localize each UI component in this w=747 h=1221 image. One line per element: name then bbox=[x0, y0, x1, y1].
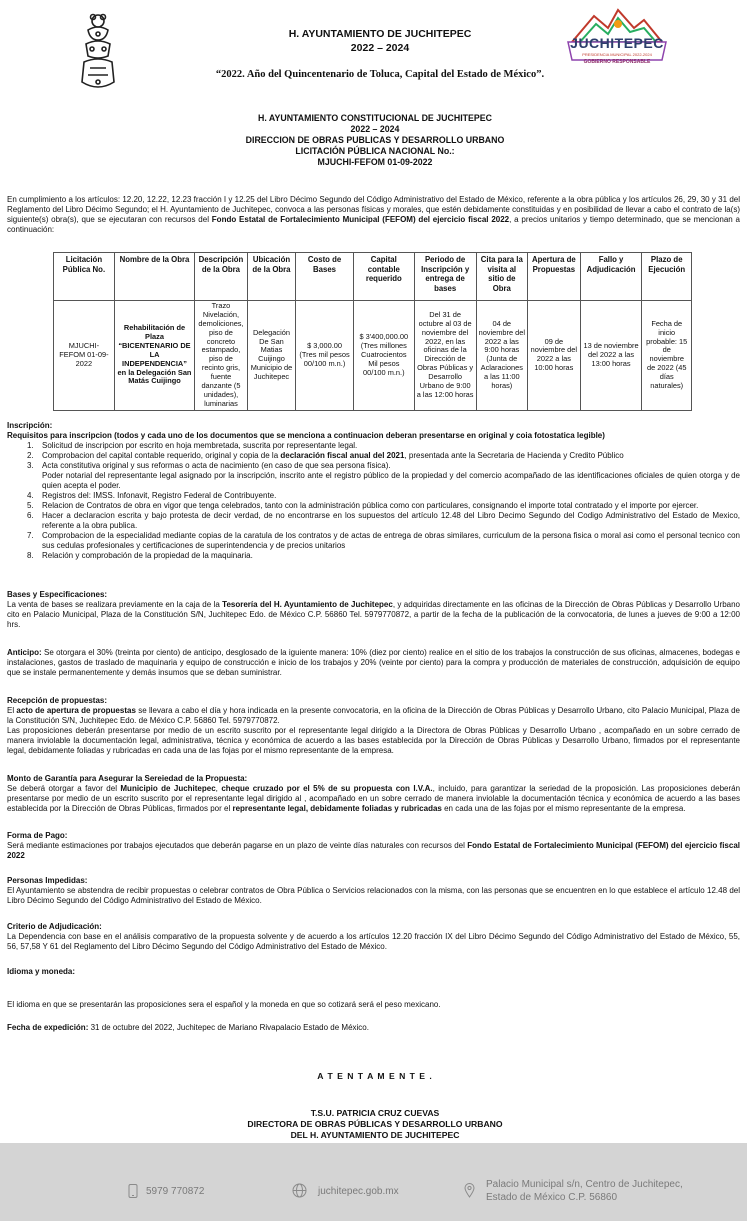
section-criterio bbox=[7, 922, 740, 952]
intro-text-a: En cumplimiento a los artículos: 12.20, 12.22, 12.23 fracción I y 12.25 del Libro Décimo Segundo del Código Administrativo del Estado de México, referente a la obra pública y los artículos 26, 29, 30 y 31 del Reglamento del Libro Décimo Segundo; el H. Ayuntamiento de Juchitepec, convoca a las personas físicas y morales, que estén debidamente constituidas y en posibilidad de llevar a cabo el contrato de la(s) siguiente(s) obra(s), que se ejecutaran con recursos del bbox=[7, 195, 740, 224]
footer-address-line2: Estado de México C.P. 56860 bbox=[486, 1191, 618, 1203]
list-item: 7. Comprobacion de la especialidad mediante copias de la caratula de los contratos y de actas de entrega de obras similares, curriculum de la persona fisica o moral asi como el personal tecnico con sus cedulas profesionales y certificaciones de superintendencia y de precios unitarios bbox=[27, 531, 740, 550]
criterio-title: Criterio de Adjudicación: bbox=[7, 922, 102, 931]
garantia-text: Se deberá otorgar a favor del Municipio de Juchitepec, cheque cruzado por el 5% de su propuesta con I.V.A., incluido, para garantizar la seriedad de la proposición. Las proposiciones deberán presentarse por medio de un escrito suscrito por el representante legal dirigido al , acompañado en un sobre cerrado de manera inviolable la documentación técnica y económica de acuerdo a las bases establecida por la Dirección de Obras Públicas, firmados por el representante legal, debidamente foliadas y rubricadas en cada una de las fojas por el mismo representante de la empresa. bbox=[7, 784, 741, 813]
section-impedidas bbox=[7, 876, 740, 906]
list-item: 3. Acta constitutiva original y sus reformas o acta de nacimiento (en caso de que sea persona física). Poder notarial del representante legal asignado por la inscripción, inscrito ante el registro público de la propiedad y del comercio acompañado de las identificaciones oficiales de quien otorga y de quien acepta el poder. bbox=[27, 461, 740, 490]
logo-subtext: PRESIDENCIA MUNICIPAL 2022-2024 bbox=[582, 52, 652, 57]
table-cell: Fecha de inicio probable: 15 de noviembre de 2022 (45 días naturales) bbox=[642, 301, 692, 411]
criterio-text: La Dependencia con base en el análisis comparativo de la propuesta solvente y de acuerdo a los artículos 12.20 fracción IX del Libro Décimo Segundo del Código Administrativo del Estado de México, 55, 56, 57,58 Y 61 del Reglamento del Libro Décimo Segundo del Código Administrativo del Estado de México. bbox=[7, 932, 740, 951]
signer-org: DEL H. AYUNTAMIENTO DE JUCHITEPEC bbox=[290, 1130, 460, 1141]
header-title-line1: H. AYUNTAMIENTO DE JUCHITEPEC bbox=[288, 28, 472, 40]
table-header-row bbox=[54, 253, 692, 301]
table-header: Apertura de Propuestas bbox=[528, 253, 581, 301]
footer-address bbox=[486, 1179, 683, 1204]
atentamente: A T E N T A M E N T E . bbox=[317, 1071, 433, 1081]
footer-address-line1: Palacio Municipal s/n, Centro de Juchitepec, bbox=[486, 1179, 683, 1190]
municipal-glyph-logo bbox=[76, 12, 120, 96]
idioma-text: El idioma en que se presentarán las proposiciones sera el español y la moneda en que so cotizará será el peso mexicano. bbox=[7, 1000, 441, 1009]
pago-title: Forma de Pago: bbox=[7, 831, 68, 840]
table-header: Licitación Pública No. bbox=[54, 253, 115, 301]
anticipo-text: Se otorgara el 30% (treinta por ciento) de anticipo, desglosado de la iguiente manera: 10% (diez por ciento) realice en el sitio de los trabajos la construcción de sus oficinas, almacenes, bodegas e instalaciones, gastos de traslado de maquinaria y equipo de construcción e inicio de los trabajos y 20% (veinte por ciento) para la compra y producción de materiales de construcción, adquisición de equipo que se instale permanentemente y demás insumos que se deban suministrar. bbox=[7, 648, 740, 677]
table-cell: Rehabilitación de Plaza “BICENTENARIO DE LA INDEPENDENCIA” en la Delegación San Matás Cuijingo bbox=[114, 301, 194, 411]
section-anticipo bbox=[7, 648, 740, 678]
intro-text-c: , a precios unitarios y tiempo determinado, que se mencionan a continuación: bbox=[7, 215, 741, 234]
table-header: Periodo de Inscripción y entrega de bases bbox=[414, 253, 476, 301]
phone-icon bbox=[128, 1184, 138, 1201]
table-header: Costo de Bases bbox=[296, 253, 354, 301]
bases-text: La venta de bases se realizara previamente en la caja de la Tesorería del H. Ayuntamiento de Juchitepec, y adquiridas directamente en las oficinas de la Dirección de Obras Públicas y Desarrollo Urbano cito en Palacio Municipal, Plaza de la Constitución S/N, Juchitepec Edo. de México C.P. 56860 Tel. 5979770872, a partir de la fecha de la publicación de la convocatoria, de lunes a jueves de 9:00 a 12:00 hrs. bbox=[7, 600, 740, 629]
signer-name: T.S.U. PATRICIA CRUZ CUEVAS bbox=[310, 1108, 440, 1118]
logo-text: JUCHITEPEC bbox=[570, 35, 664, 51]
expedicion-title: Fecha de expedición: bbox=[7, 1023, 89, 1032]
garantia-title: Monto de Garantía para Asegurar la Sereiedad de la Propuesta: bbox=[7, 774, 248, 783]
table-cell: $ 3,000.00 (Tres mil pesos 00/100 m.n.) bbox=[296, 301, 354, 411]
section-garantia bbox=[7, 774, 740, 814]
bases-title: Bases y Especificaciones: bbox=[7, 590, 108, 599]
heading-line5: MJUCHI-FEFOM 01-09-2022 bbox=[317, 156, 433, 167]
section-expedicion bbox=[7, 1023, 740, 1033]
heading-line4: LICITACIÓN PÚBLICA NACIONAL No.: bbox=[295, 145, 455, 156]
signer-role: DIRECTORA DE OBRAS PÚBLICAS Y DESARROLLO URBANO bbox=[247, 1119, 503, 1130]
list-item: 5. Relacion de Contratos de obra en vigor que tenga celebrados, tanto con la administración pública como con particulares, consignando el importe total contratado y el importe por ejercer. bbox=[27, 501, 699, 510]
location-pin-icon bbox=[464, 1183, 475, 1201]
table-header: Descripción de la Obra bbox=[195, 253, 248, 301]
list-item: 6. Hacer a declaracion escrita y bajo protesta de decir verdad, de no encontrarse en los supuestos del artículo 12.48 del Libro Decimo Segundo del Codigo Administrativo del Estado de Mexico, referente a la obra publica. bbox=[27, 511, 740, 530]
inscripcion-subtitle: Requisitos para inscripcion (todos y cada uno de los documentos que se menciona a continuacion deberan presentarse en original y coia fotostatica legible) bbox=[7, 431, 605, 440]
anticipo-title: Anticipo: bbox=[7, 648, 42, 657]
table-cell: MJUCHI-FEFOM 01-09-2022 bbox=[54, 301, 115, 411]
heading-line2: 2022 – 2024 bbox=[350, 123, 400, 134]
pago-text: Será mediante estimaciones por trabajos ejecutados que deberán pagarse en un plazo de veinte días naturales con recursos del Fondo Estatal de Fortalecimiento Municipal (FEFOM) del ejercicio fiscal 2022 bbox=[7, 841, 741, 860]
juchitepec-logo bbox=[558, 2, 676, 72]
table-header: Fallo y Adjudicación bbox=[580, 253, 642, 301]
footer-phone: 5979 770872 bbox=[146, 1186, 205, 1197]
heading-line3: DIRECCION DE OBRAS PUBLICAS Y DESARROLLO URBANO bbox=[245, 134, 505, 145]
licitacion-table bbox=[53, 252, 692, 411]
table-cell: Delegación De San Matias Cuijingo Municipio de Juchitepec bbox=[247, 301, 295, 411]
recepcion-p2: Las proposiciones deberán presentarse por medio de un escrito suscrito por el representante legal dirigido a la Directora de Obras Públicas y Desarrollo Urbano , acompañado en un sobre cerrado de manera inviolable la documentación legal, administrativa, técnica y económica de acuerdo a las bases establecida por la Dirección de Obras Públicas y Desarrollo Urbano, firmados por el representante legal, debidamente foliadas y rubricadas en cada una de las fojas por el mismo representante de la empresa. bbox=[7, 726, 740, 755]
recepcion-p1: El acto de apertura de propuestas se llevara a cabo el día y hora indicada en la presente convocatoria, en la oficina de la Dirección de Obras Públicas y Desarrollo Urbano, cito Palacio Municipal, Plaza de la Constitución S/N, Juchitepec Edo. de México C.P. 56860 Tel. 5979770872. bbox=[7, 706, 740, 725]
list-item: 8. Relación y comprobación de la propiedad de la maquinaria. bbox=[27, 551, 253, 560]
header-title-line2: 2022 – 2024 bbox=[350, 41, 410, 54]
intro-paragraph bbox=[7, 195, 740, 235]
section-idioma bbox=[7, 967, 740, 977]
impedidas-text: El Ayuntamiento se abstendra de recibir propuestas o celebrar contratos de Obra Pública o Servicios relacionados con la misma, con las personas que se encuentren en lo que establece el artículo 12.48 del Libro Décimo Segundo del Código Administrativo del Estado de México. bbox=[7, 886, 740, 905]
table-cell: 04 de noviembre del 2022 a las 9:00 horas (Junta de Aclaraciones a las 11:00 horas) bbox=[476, 301, 528, 411]
impedidas-title: Personas Impedidas: bbox=[7, 876, 88, 885]
inscripcion-title: Inscripción: bbox=[7, 421, 53, 430]
table-cell: Trazo Nivelación, demoliciones, piso de concreto estampado, piso de recinto gris, fuente danzante (5 unidades), luminarias bbox=[195, 301, 248, 411]
footer-web-link[interactable]: juchitepec.gob.mx bbox=[318, 1186, 399, 1197]
logo-tagline: GOBIERNO RESPONSABLE bbox=[583, 59, 651, 65]
table-cell: 13 de noviembre del 2022 a las 13:00 horas bbox=[580, 301, 642, 411]
header-motto: “2022. Año del Quincentenario de Toluca, Capital del Estado de México”. bbox=[215, 69, 545, 80]
table-header: Nombre de la Obra bbox=[114, 253, 194, 301]
convocatoria-heading bbox=[150, 113, 600, 168]
globe-icon bbox=[292, 1183, 307, 1201]
heading-line1: H. AYUNTAMIENTO CONSTITUCIONAL DE JUCHITEPEC bbox=[258, 113, 492, 123]
section-recepcion bbox=[7, 696, 740, 756]
table-row bbox=[54, 301, 692, 411]
table-cell: $ 3'400,000.00 (Tres millones Cuatrocientos Mil pesos 00/100 m.n.) bbox=[353, 301, 414, 411]
footer-bar bbox=[0, 1143, 747, 1221]
list-item: 1. Solicitud de inscripcion por escrito en hoja membretada, suscrita por representante legal. bbox=[27, 441, 358, 450]
list-item: 2. Comprobacion del capital contable requerido, original y copia de la declaración fiscal anual del 2021, presentada ante la Secretaria de Hacienda y Credito Público bbox=[27, 451, 624, 460]
section-inscripcion bbox=[7, 421, 740, 561]
table-header: Plazo de Ejecución bbox=[642, 253, 692, 301]
idioma-title: Idioma y moneda: bbox=[7, 967, 76, 976]
header-title bbox=[200, 28, 560, 55]
table-cell: 09 de noviembre del 2022 a las 10:00 horas bbox=[528, 301, 581, 411]
table-header: Capital contable requerido bbox=[353, 253, 414, 301]
list-item: 4. Registros del: IMSS. Infonavit, Registro Federal de Contribuyente. bbox=[27, 491, 277, 500]
section-pago bbox=[7, 831, 740, 861]
table-header: Ubicación de la Obra bbox=[247, 253, 295, 301]
section-bases bbox=[7, 590, 740, 630]
intro-text-fund: Fondo Estatal de Fortalecimiento Municipal (FEFOM) del ejercicio fiscal 2022 bbox=[211, 215, 510, 224]
table-header: Cita para la visita al sitio de Obra bbox=[476, 253, 528, 301]
table-cell: Del 31 de octubre al 03 de noviembre del 2022, en las oficinas de la Dirección de Obras Públicas y Desarrollo Urbano de 9:00 a las 12:00 horas bbox=[414, 301, 476, 411]
requirements-list bbox=[7, 441, 740, 561]
recepcion-title: Recepción de propuestas: bbox=[7, 696, 108, 705]
expedicion-text: 31 de octubre del 2022, Juchitepec de Mariano Rivapalacio Estado de México. bbox=[88, 1023, 369, 1032]
